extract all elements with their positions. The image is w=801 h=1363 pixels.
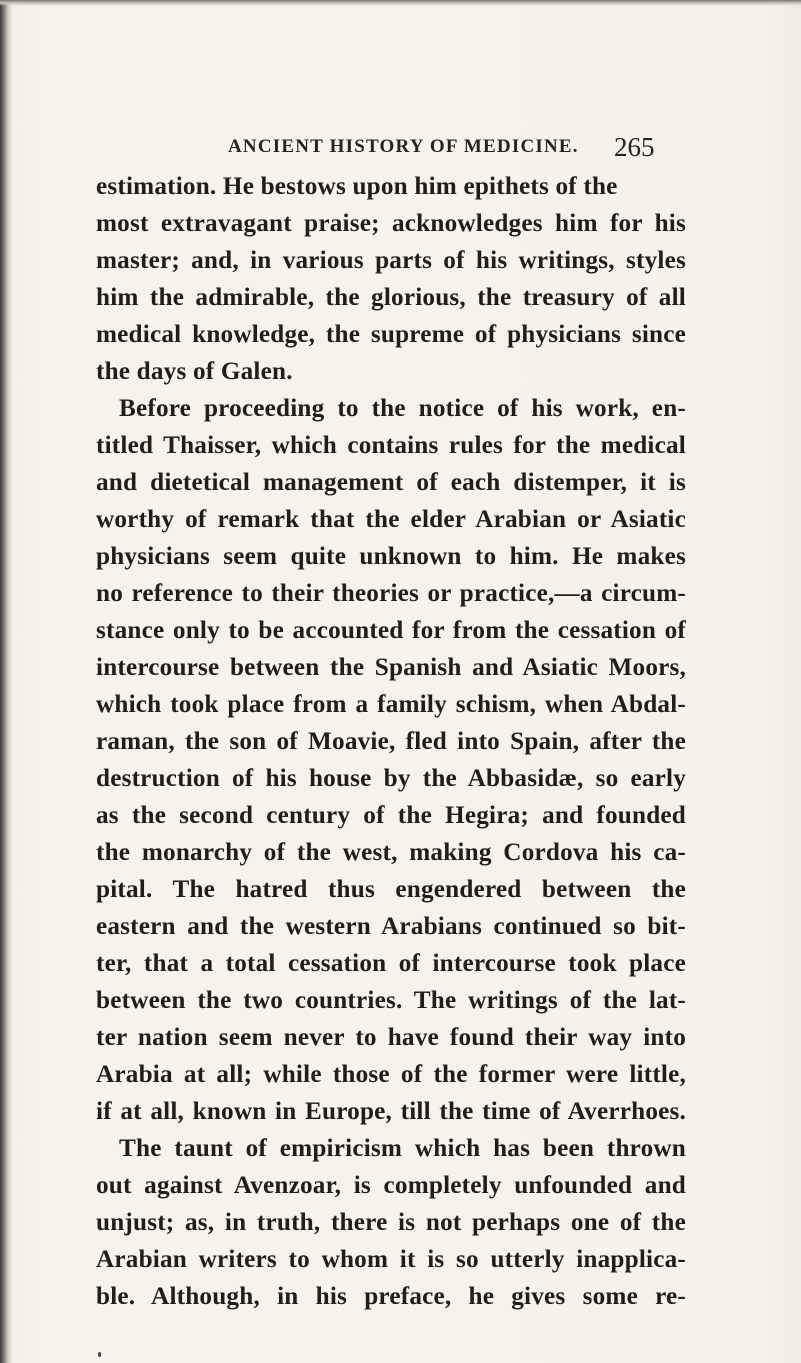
text-line: the days of Galen. <box>96 358 293 385</box>
text-line: titled Thaisser, which contains rules for the medical <box>96 432 686 459</box>
page-number: 265 <box>614 132 655 162</box>
text-line: if at all, known in Europe, till the time of Averrhoes. <box>96 1098 686 1125</box>
text-line: as the second century of the Hegira; and founded <box>96 802 686 829</box>
text-line: him the admirable, the glorious, the treasury of all <box>96 284 686 311</box>
text-line: unjust; as, in truth, there is not perhaps one of the <box>96 1209 686 1236</box>
text-line: the monarchy of the west, making Cordova his ca- <box>96 839 686 866</box>
text-line: ter nation seem never to have found their way into <box>96 1024 686 1051</box>
text-line: pital. The hatred thus engendered between the <box>96 876 686 903</box>
text-line: worthy of remark that the elder Arabian or Asiatic <box>96 506 686 533</box>
text-line: raman, the son of Moavie, fled into Spain, after the <box>96 728 686 755</box>
page-top-edge <box>0 0 801 6</box>
page-binding-edge <box>0 0 12 1363</box>
body-text <box>96 168 686 1315</box>
text-line: physicians seem quite unknown to him. He makes <box>96 543 686 570</box>
text-line: intercourse between the Spanish and Asiatic Moors, <box>96 654 686 681</box>
text-line: The taunt of empiricism which has been thrown <box>119 1135 686 1162</box>
text-line: no reference to their theories or practice,—a circum- <box>96 580 686 607</box>
text-line: Before proceeding to the notice of his work, en- <box>119 395 686 422</box>
text-line: between the two countries. The writings of the lat- <box>96 987 686 1014</box>
text-line: medical knowledge, the supreme of physicians since <box>96 321 686 348</box>
running-head <box>0 132 801 166</box>
text-line: Arabian writers to whom it is so utterly inapplica- <box>96 1246 686 1273</box>
text-line: which took place from a family schism, when Abdal- <box>96 691 686 718</box>
text-line: ter, that a total cessation of intercourse took place <box>96 950 686 977</box>
text-line: destruction of his house by the Abbasidæ, so early <box>96 765 686 792</box>
text-line: out against Avenzoar, is completely unfounded and <box>96 1172 686 1199</box>
text-line: most extravagant praise; acknowledges him for his <box>96 210 686 237</box>
text-line: and dietetical management of each distemper, it is <box>96 469 686 496</box>
text-line: eastern and the western Arabians continued so bit- <box>96 913 686 940</box>
text-line: master; and, in various parts of his writings, styles <box>96 247 686 274</box>
running-title: ANCIENT HISTORY OF MEDICINE. <box>228 136 579 157</box>
ink-speck <box>98 1352 101 1357</box>
text-line: estimation. He bestows upon him epithets of the <box>96 173 618 200</box>
text-line: ble. Although, in his preface, he gives some re- <box>96 1283 686 1310</box>
text-line: stance only to be accounted for from the cessation of <box>96 617 686 644</box>
text-line: Arabia at all; while those of the former were little, <box>96 1061 686 1088</box>
